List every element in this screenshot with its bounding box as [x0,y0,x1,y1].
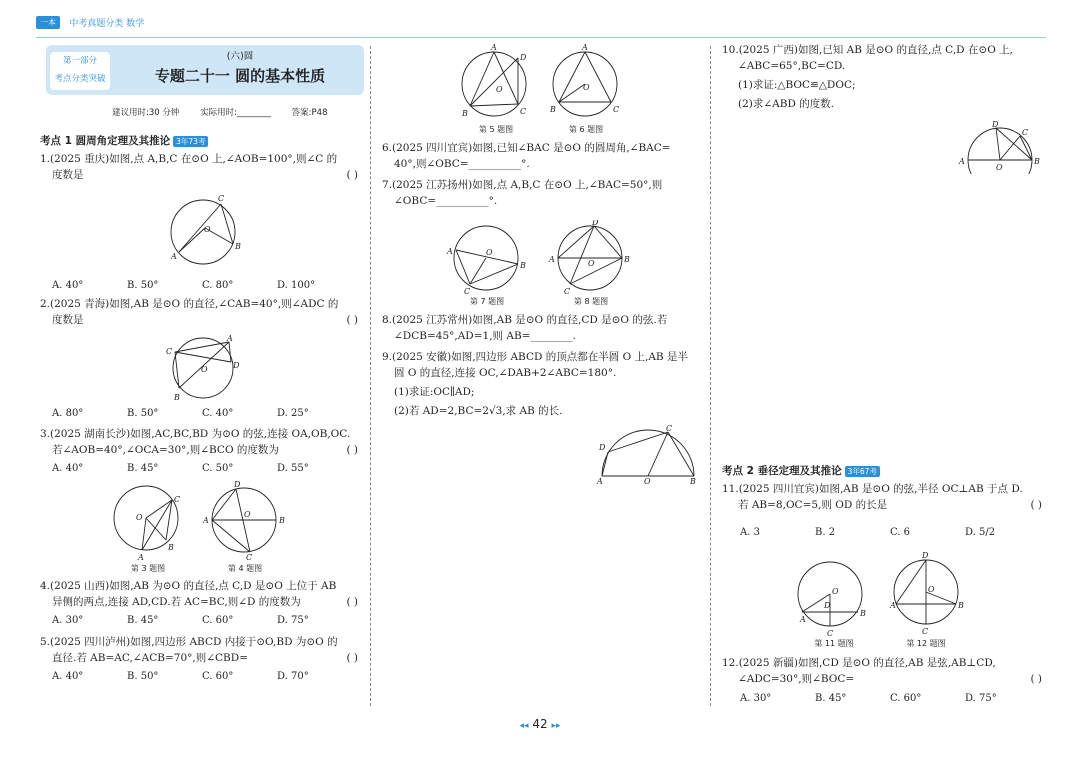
svg-text:B: B [624,255,630,264]
svg-text:B: B [690,477,696,486]
actual-time: 实际用时:________ [200,108,271,118]
column-divider-2 [710,46,711,706]
kp2-heading: 考点 2 垂径定理及其推论 3年67考 [722,463,880,478]
svg-text:A: A [582,44,588,52]
svg-text:B: B [462,109,468,118]
svg-text:O: O [928,585,935,594]
figure-q5 [456,44,536,124]
figure-q9 [596,424,700,486]
svg-text:A: A [447,247,453,256]
svg-text:A: A [171,252,177,261]
svg-text:D: D [599,443,606,452]
page-number: ◂◂ 42 ▸▸ [519,717,561,731]
svg-text:C: C [666,424,673,433]
q11-options: A. 3 B. 2 C. 6 D. 5/2 [740,527,996,538]
next-arrow-icon: ▸▸ [551,721,561,731]
svg-text:B: B [520,261,526,270]
caption-q5: 第 5 题图 [478,125,514,134]
question-7: 7.(2025 江苏扬州)如图,点 A,B,C 在⊙O 上,∠BAC=50°,则 ∠OBC=__________°. [382,179,663,207]
figure-q1 [165,192,245,267]
q3-options: A. 40° B. 45° C. 50° D. 55° [52,463,309,474]
svg-text:O: O [644,477,651,486]
kp2-badge: 3年67考 [845,466,880,477]
q4-options: A. 30° B. 45° C. 60° D. 75° [52,615,309,626]
svg-text:C: C [174,495,181,504]
page-title: 专题二十一 圆的基本性质 [154,67,326,85]
svg-text:D: D [992,120,999,129]
topic-title [120,48,360,86]
caption-q4: 第 4 题图 [227,564,263,573]
question-10: 10.(2025 广西)如图,已知 AB 是⊙O 的直径,点 C,D 在⊙O 上, ∠ABC=65°,BC=CD. (1)求证:△BOC≌△DOC; (2)求∠ABD 的度数. [722,44,1014,110]
q1-options: A. 40° B. 50° C. 80° D. 100° [52,280,316,291]
svg-text:D: D [592,220,599,227]
suggested-time: 建议用时:30 分钟 [112,108,180,118]
svg-text:A: A [203,516,209,525]
time-meta [112,106,362,118]
question-3: 3.(2025 湖南长沙)如图,AC,BC,BD 为⊙O 的弦,连接 OA,OB,OC. 若∠AOB=40°,∠OCA=30°,则∠BCO 的度数为 ( ) [40,428,358,456]
svg-text:O: O [136,513,143,522]
svg-text:C: C [1022,128,1029,137]
figure-q11 [794,558,870,638]
question-6: 6.(2025 四川宜宾)如图,已知∠BAC 是⊙O 的圆周角,∠BAC= 40°,则∠OBC=__________°. [382,142,671,170]
svg-text:B: B [174,393,180,402]
question-12: 12.(2025 新疆)如图,CD 是⊙O 的直径,AB 是弦,AB⊥CD, ∠ADC=30°,则∠BOC= ( ) [722,657,1042,685]
svg-text:B: B [168,543,174,552]
svg-text:D: D [824,601,831,610]
svg-text:D: D [234,480,241,489]
q12-options: A. 30° B. 45° C. 60° D. 75° [740,693,997,704]
figure-q2 [165,332,245,404]
svg-text:O: O [204,225,211,234]
figure-q12 [888,550,968,638]
svg-text:B: B [235,242,241,251]
svg-text:C: C [246,553,253,562]
svg-text:C: C [827,629,834,638]
part-label: 第一部分 考点分类突破 [50,52,110,90]
question-11: 11.(2025 四川宜宾)如图,AB 是⊙O 的弦,半径 OC⊥AB 于点 D. 若 AB=8,OC=5,则 OD 的长是 ( ) [722,483,1042,511]
svg-text:C: C [922,627,929,636]
svg-text:D: D [922,551,929,560]
caption-q12: 第 12 题图 [906,639,946,648]
brand-logo: 一本 [36,16,60,29]
question-4: 4.(2025 山西)如图,AB 为⊙O 的直径,点 C,D 是⊙O 上位于 AB 异侧的两点,连接 AD,CD.若 AC=BC,则∠D 的度数为 ( ) [40,580,358,608]
svg-text:O: O [588,259,595,268]
svg-text:B: B [279,516,285,525]
kp1-heading: 考点 1 圆周角定理及其推论 3年73考 [40,133,208,148]
top-bar [36,16,1046,38]
svg-text:A: A [138,553,144,562]
svg-text:A: A [227,334,233,343]
svg-text:O: O [486,248,493,257]
svg-text:A: A [597,477,603,486]
question-5: 5.(2025 四川泸州)如图,四边形 ABCD 内接于⊙O,BD 为⊙O 的 直径.若 AB=AC,∠ACB=70°,则∠CBD= ( ) [40,636,358,664]
figure-q4 [202,480,292,562]
svg-text:B: B [550,105,556,114]
caption-q6: 第 6 题图 [568,125,604,134]
column-divider-1 [370,46,371,706]
q5-options: A. 40° B. 50° C. 60° D. 70° [52,671,309,682]
svg-text:D: D [233,361,240,370]
q2-options: A. 80° B. 50° C. 40° D. 25° [52,408,309,419]
svg-text:B: B [1034,157,1040,166]
svg-text:O: O [201,365,208,374]
svg-text:C: C [613,105,620,114]
section-label: (六)圆 [226,51,254,62]
caption-q3: 第 3 题图 [130,564,166,573]
figure-q6 [547,44,627,124]
prev-arrow-icon: ◂◂ [519,721,529,731]
caption-q11: 第 11 题图 [814,639,854,648]
figure-q3 [108,480,188,562]
figure-q10 [958,118,1042,174]
svg-text:B: B [860,609,866,618]
svg-text:C: C [166,347,173,356]
svg-text:C: C [464,287,471,296]
svg-text:O: O [832,587,839,596]
svg-text:B: B [958,601,964,610]
svg-text:O: O [583,83,590,92]
question-1: 1.(2025 重庆)如图,点 A,B,C 在⊙O 上,∠AOB=100°,则∠C 的 度数是 ( ) [40,153,358,181]
breadcrumb: 中考真题分类 数学 [69,19,145,29]
question-8: 8.(2025 江苏常州)如图,AB 是⊙O 的直径,CD 是⊙O 的弦.若 ∠DCB=45°,AD=1,则 AB=________. [382,314,668,342]
svg-text:A: A [800,615,806,624]
answer-ref: 答案:P48 [291,108,328,118]
svg-text:O: O [496,85,503,94]
svg-text:C: C [564,287,571,296]
caption-q7: 第 7 题图 [469,297,505,306]
svg-text:D: D [520,53,527,62]
svg-text:A: A [549,255,555,264]
top-rule [36,37,1046,38]
svg-text:C: C [520,107,527,116]
svg-text:O: O [244,510,251,519]
svg-text:C: C [218,194,225,203]
svg-text:O: O [996,163,1003,172]
svg-text:A: A [890,601,896,610]
figure-q8 [548,220,634,296]
caption-q8: 第 8 题图 [573,297,609,306]
question-2: 2.(2025 青海)如图,AB 是⊙O 的直径,∠CAB=40°,则∠ADC 的 度数是 ( ) [40,298,358,326]
figure-q7 [446,220,528,296]
svg-text:A: A [959,157,965,166]
kp1-badge: 3年73考 [173,136,208,147]
question-9: 9.(2025 安徽)如图,四边形 ABCD 的顶点都在半圆 O 上,AB 是半 圆 O 的直径,连接 OC,∠DAB+2∠ABC=180°. (1)求证:OC∥AD; (2)若 AD=2,BC=2√3,求 AB 的长. [382,351,688,417]
svg-text:A: A [491,44,497,52]
